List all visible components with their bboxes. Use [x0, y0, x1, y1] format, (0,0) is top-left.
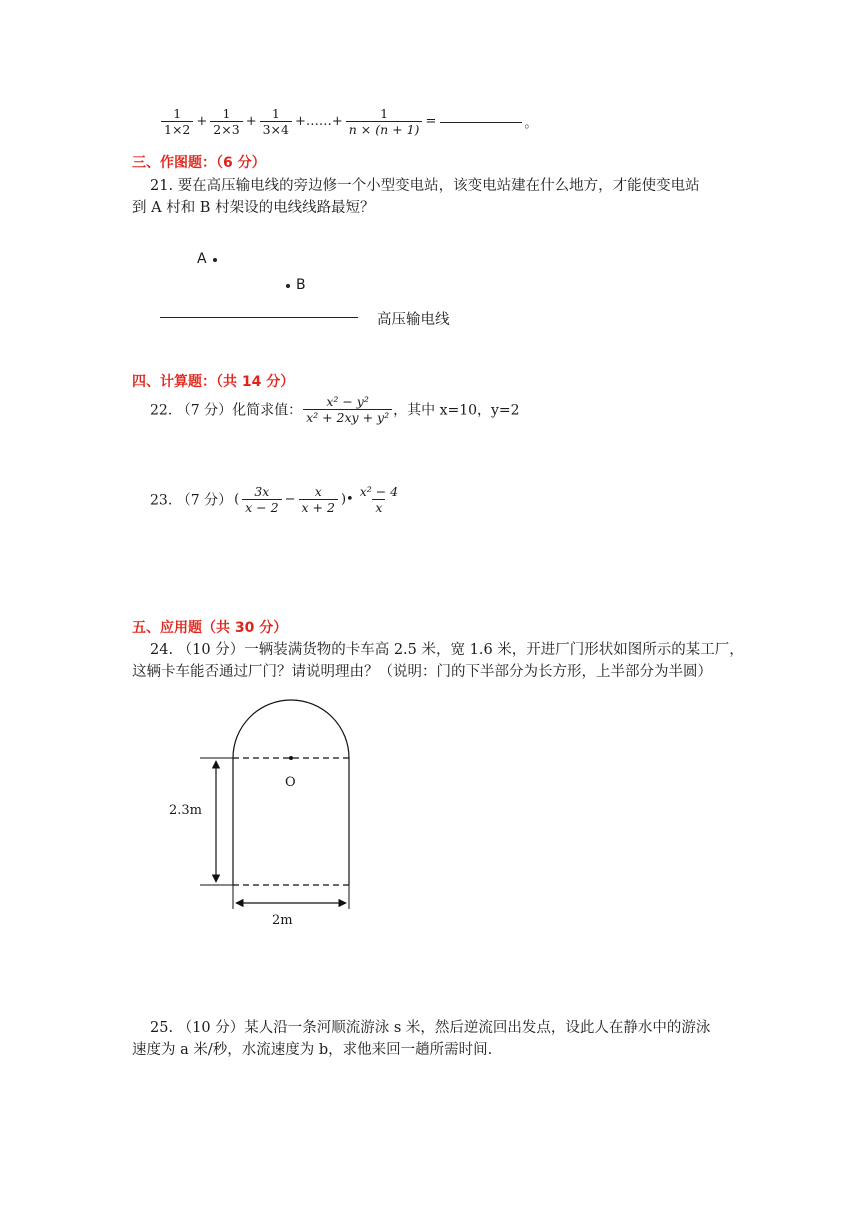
door-height-label: 2.3m	[169, 803, 203, 818]
q21-line1: 21. 要在高压输电线的旁边修一个小型变电站，该变电站建在什么地方，才能使变电站	[150, 178, 700, 194]
center-point	[289, 756, 293, 760]
fraction-3: $\frac{1}{3\times 4}$	[260, 106, 292, 137]
q21-line2: 到 A 村和 B 村架设的电线线路最短？	[132, 200, 375, 216]
point-b-label: B	[296, 277, 306, 293]
door-width-label: 2m	[272, 913, 293, 928]
point-b-dot	[286, 284, 290, 288]
fraction-2: $\frac{1}{2\times 3}$	[210, 106, 242, 137]
fraction-4: $\frac{1}{n \times (n + 1)}$	[346, 106, 423, 137]
q25-line1: 25. （10 分）某人沿一条河顺流游泳 s 米，然后逆流回出发点，设此人在静水中的游泳	[150, 1020, 711, 1036]
power-line-label: 高压输电线	[377, 312, 450, 328]
q23-fraction-2: $\frac{x}{x + 2}$	[299, 484, 338, 515]
section-4-title: 四、计算题：（共 14 分）	[132, 374, 295, 390]
section-5-title: 五、应用题（共 30 分）	[132, 620, 288, 636]
door-semicircle	[233, 700, 349, 758]
q24-line1: 24. （10 分）一辆装满货物的卡车高 2.5 米，宽 1.6 米，开进厂门形状如图所示的某工厂，	[150, 642, 744, 658]
q24-line2: 这辆卡车能否通过厂门？请说明理由？（说明：门的下半部分为长方形，上半部分为半圆）	[132, 664, 712, 680]
door-center-label: O	[285, 775, 296, 790]
q25-line2: 速度为 a 米/秒，水流速度为 b，求他来回一趟所需时间.	[132, 1042, 493, 1058]
series-formula: $\frac{1}{1\times 2}$ + $\frac{1}{2\times 3}$ + $\frac{1}{3\times 4}$ +……+ $\frac{1}{n \times (n + 1)}$ = 。	[160, 106, 539, 137]
fraction-1: $\frac{1}{1\times 2}$	[161, 106, 193, 137]
ellipsis: +……+	[294, 114, 343, 129]
section-3-title: 三、作图题：（6 分）	[132, 155, 266, 171]
point-a-dot	[213, 258, 217, 262]
q23-fraction-3: $\frac{\text{x² − 4}}{x}$	[359, 484, 399, 515]
answer-blank	[440, 121, 522, 123]
q23: 23. （7 分） ( $\frac{3x}{x - 2}$ − $\frac{x}{x + 2}$ )• $\frac{\text{x² − 4}}{x}$	[150, 484, 402, 515]
q22-fraction: $\frac{\text{x² − y²}}{\text{x² + 2xy + y²}}$	[303, 394, 392, 425]
q23-fraction-1: $\frac{3x}{x - 2}$	[242, 484, 281, 515]
q22: 22. （7 分）化简求值： $\frac{\text{x² − y²}}{\text{x² + 2xy + y²}}$ ，其中 x=10，y=2	[150, 394, 520, 425]
point-a-label: A	[197, 251, 207, 267]
power-line	[160, 317, 358, 318]
